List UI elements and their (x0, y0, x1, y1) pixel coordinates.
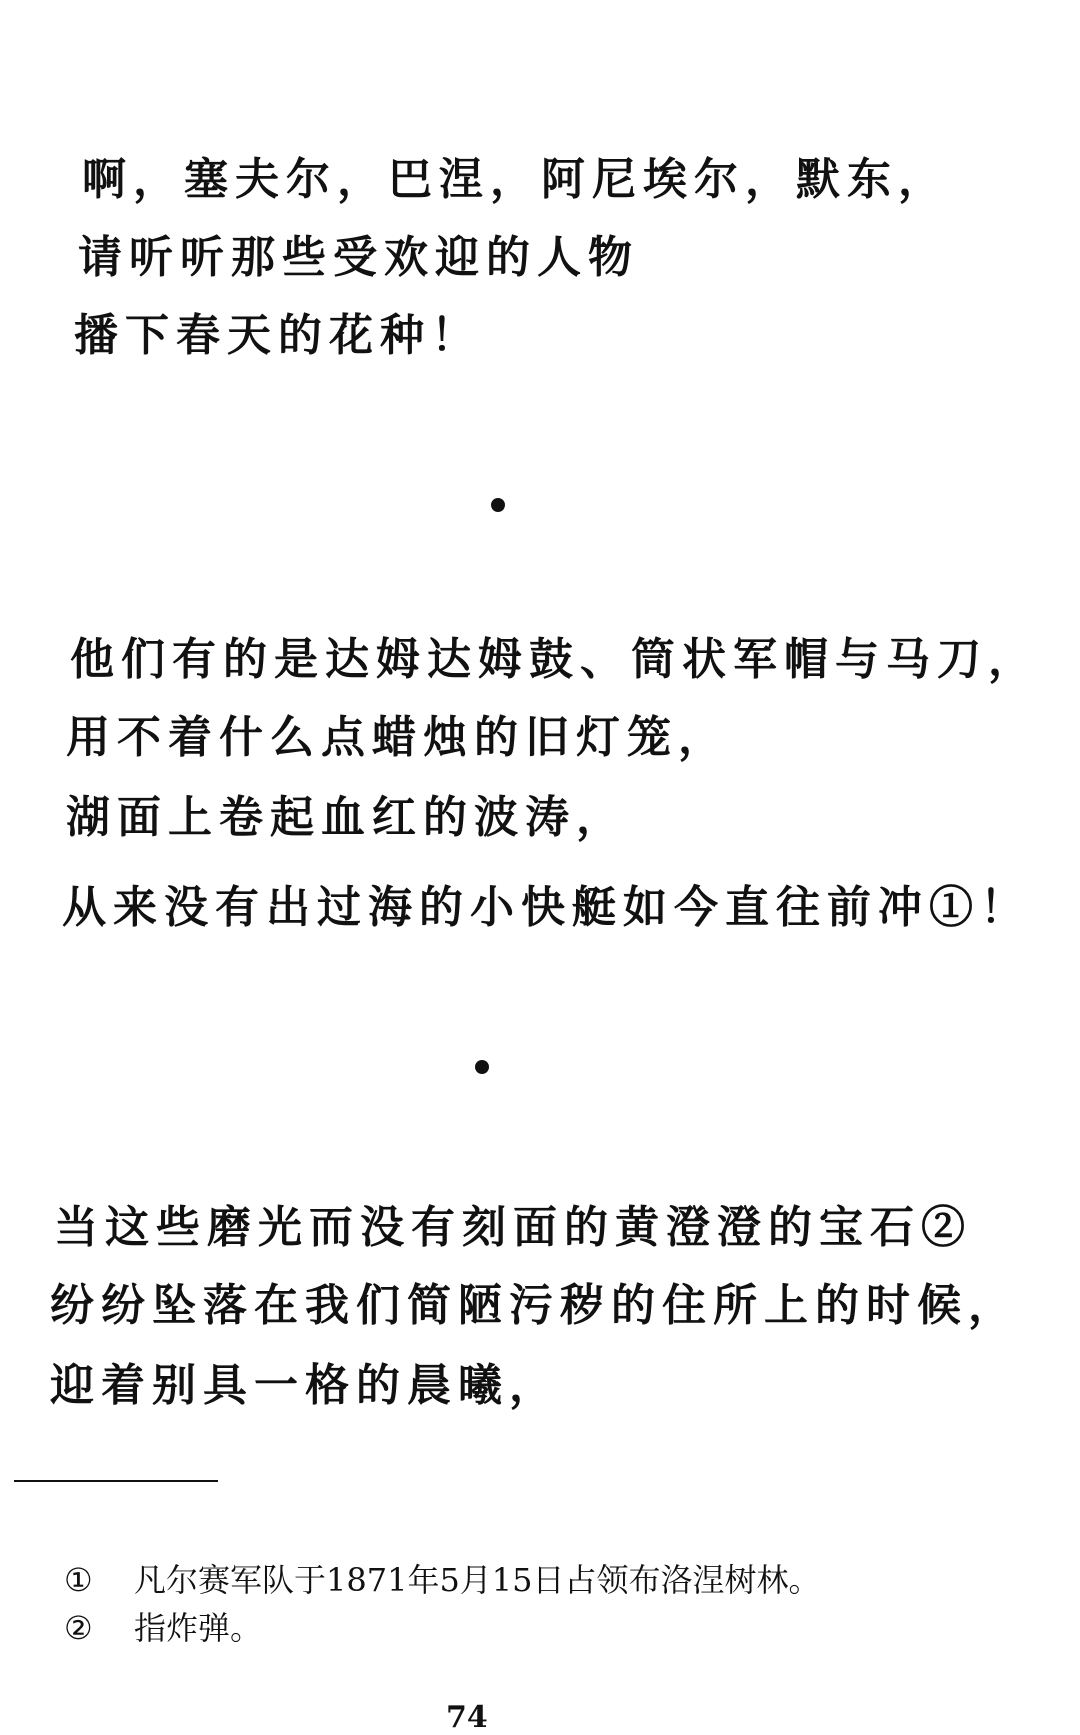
footnote-1 (64, 1561, 821, 1599)
footnote-text: 指炸弹。 (134, 1609, 263, 1647)
poem-line: 啊，塞夫尔，巴涅，阿尼埃尔，默东， (82, 154, 949, 205)
footnote-text: 凡尔赛军队于1871年5月15日占领布洛涅树林。 (134, 1561, 821, 1599)
poem-line: 请听听那些受欢迎的人物 (78, 232, 639, 283)
section-separator-dot (491, 498, 505, 512)
footnote-2 (64, 1609, 263, 1647)
section-separator-dot (475, 1060, 489, 1074)
footnote-divider (14, 1480, 218, 1482)
poem-line: 迎着别具一格的晨曦， (50, 1360, 560, 1411)
poem-line: 他们有的是达姆达姆鼓、筒状军帽与马刀， (70, 634, 1039, 685)
page-number: 74 (446, 1700, 488, 1735)
footnote-marker: ② (64, 1609, 93, 1647)
poem-line: 湖面上卷起血红的波涛， (66, 792, 627, 843)
poem-line: 从来没有出过海的小快艇如今直往前冲①！ (62, 882, 1031, 933)
poem-line: 播下春天的花种！ (74, 310, 482, 361)
poem-line: 用不着什么点蜡烛的旧灯笼， (66, 712, 729, 763)
poem-line: 当这些磨光而没有刻面的黄澄澄的宝石② (54, 1202, 972, 1253)
footnote-marker: ① (64, 1561, 93, 1599)
poem-line: 纷纷坠落在我们简陋污秽的住所上的时候， (50, 1280, 1019, 1331)
